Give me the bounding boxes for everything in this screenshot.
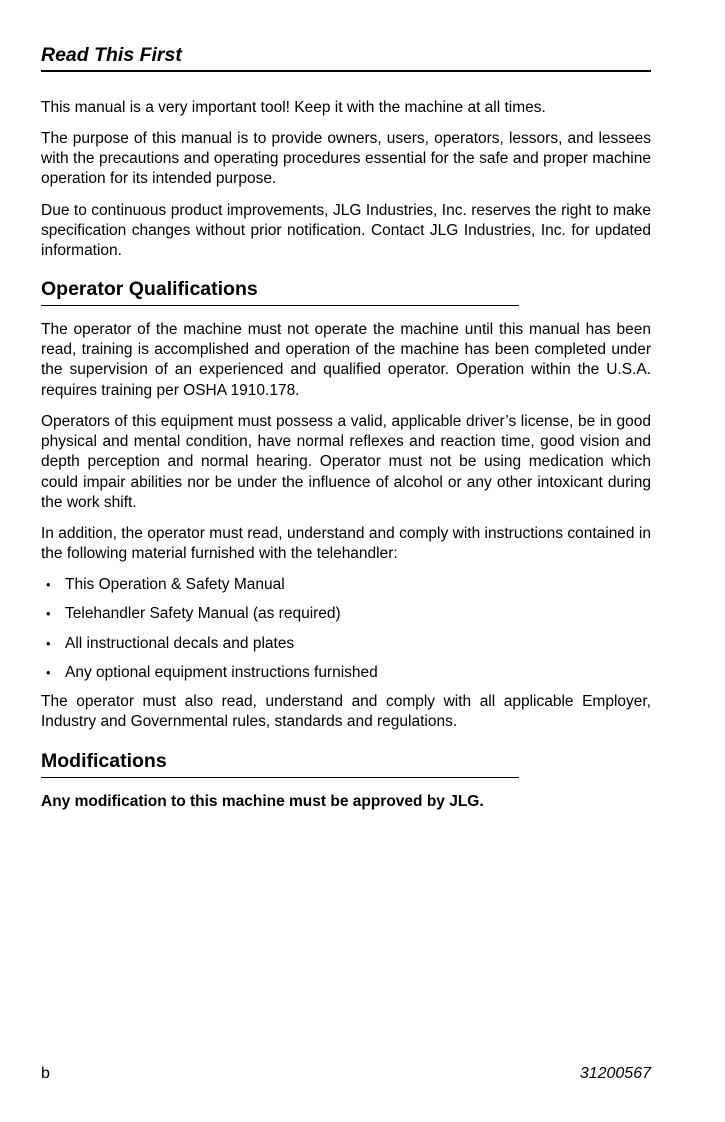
qualifications-paragraph-2: Operators of this equipment must possess a valid, applicable driver’s license, be in good physical and mental condition, have normal reflexes and reaction time, good vision and depth perception and normal hearing. Operator must not be using medication which could impair abilities nor be under the influence of alcohol or any other intoxicant during the work shift. [41,413,651,511]
bullet-icon: • [46,665,51,681]
qualifications-paragraph-1: The operator of the machine must not operate the machine until this manual has been read, training is accomplished and operation of the machine has been completed under the supervision of an experienced and qualified operator. Operation within the U.S.A. requires training per OSHA 1910.178. [41,321,651,399]
bullet-icon: • [46,635,51,651]
qualifications-closing-paragraph: The operator must also read, understand and comply with all applicable Employer, Industry and Governmental rules, standards and regulations. [41,693,651,731]
modifications-note: Any modification to this machine must be approved by JLG. [41,793,484,810]
list-item [41,634,651,663]
intro-paragraph-3: Due to continuous product improvements, JLG Industries, Inc. reserves the right to make specification changes without prior notification. Contact JLG Industries, Inc. for updated information. [41,202,651,260]
list-item-text: All instructional decals and plates [65,634,295,652]
section-rule [41,777,519,778]
title-rule [41,70,651,72]
page-number: b [41,1065,50,1082]
list-item-text: Any optional equipment instructions furnished [65,664,378,682]
list-item-text: Telehandler Safety Manual (as required) [65,605,341,623]
bullet-icon: • [46,606,51,622]
list-item [41,575,651,604]
list-item [41,604,651,633]
qualifications-paragraph-3: In addition, the operator must read, understand and comply with instructions contained in the following material furnished with the telehandler: [41,525,651,563]
section-heading-operator-qualifications: Operator Qualifications [41,278,258,300]
section-rule [41,305,519,306]
page-title: Read This First [41,44,182,66]
list-item [41,663,651,692]
section-heading-modifications: Modifications [41,750,167,772]
intro-paragraph-1: This manual is a very important tool! Keep it with the machine at all times. [41,99,546,116]
intro-paragraph-2: The purpose of this manual is to provide owners, users, operators, lessors, and lessees with the precautions and operating procedures essential for the safe and proper machine operation for its intended purpose. [41,130,651,188]
document-number: 31200567 [579,1065,651,1082]
list-item-text: This Operation & Safety Manual [65,576,285,593]
bullet-icon: • [46,577,51,592]
required-materials-list [41,575,651,693]
